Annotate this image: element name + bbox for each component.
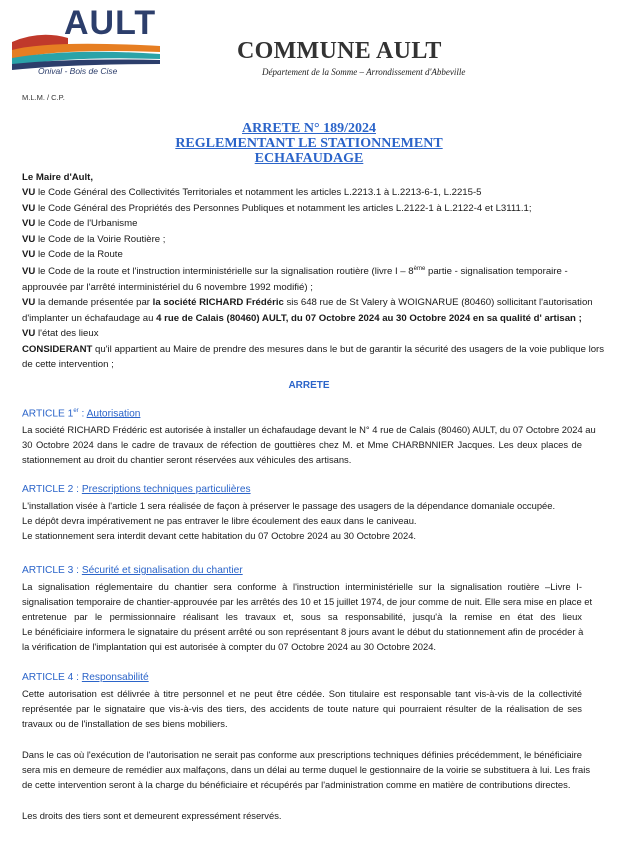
vu-line: VU le Code de la Voirie Routière ; bbox=[22, 233, 166, 245]
considerant-word: CONSIDERANT bbox=[22, 343, 93, 355]
article-line: travaux ou de l'installation de ses biens mobiliers. bbox=[22, 718, 228, 730]
article-title: ARTICLE 1er : Autorisation bbox=[22, 408, 141, 420]
arrete-subject-title: REGLEMENTANT LE STATIONNEMENT bbox=[175, 136, 443, 151]
vu-line: VU la demande présentée par la société RICHARD Frédéric sis 648 rue de St Valery à WOIGNARUE (80460) sollicitant l'autorisation bbox=[22, 297, 593, 309]
vu-line-continued: d'implanter un échafaudage au 4 rue de Calais (80460) AULT, du 07 Octobre 2024 au 30 Octobre 2024 en sa qualité d' artisan ; bbox=[22, 312, 582, 324]
article-body bbox=[22, 422, 596, 467]
commune-title: COMMUNE AULT bbox=[237, 38, 442, 64]
article-line: entretenue par le permissionnaire réalisant les travaux et, sous sa responsabilité, jusqu'à la remise en état des lieux bbox=[22, 611, 582, 623]
article-body bbox=[22, 579, 593, 654]
commune-logo bbox=[10, 2, 200, 90]
article-line: Le stationnement sera interdit devant cette habitation du 07 Octobre 2024 au 30 Octobre 2024. bbox=[22, 530, 417, 542]
preamble bbox=[22, 170, 605, 372]
considerant-line-continued: de cette intervention ; bbox=[22, 359, 114, 371]
article-line: stationnement au droit du chantier seront réservées aux véhicules des artisans. bbox=[22, 454, 352, 466]
article-heading-text: Responsabilité bbox=[81, 672, 149, 683]
maire-line: Le Maire d'Ault, bbox=[22, 172, 94, 183]
article-line: Le dépôt devra impérativement ne pas entraver le libre écoulement des eaux dans le caniveau. bbox=[22, 515, 417, 527]
article-line: Cette autorisation est délivrée à titre personnel et ne peut être cédée. Son titulaire est responsable tant vis-à-vis de la collectivité bbox=[22, 688, 582, 699]
arrete-number-title: ARRETE N° 189/2024 bbox=[242, 121, 376, 136]
vu-word: VU bbox=[22, 187, 36, 199]
arrete-subject-title-2: ECHAFAUDAGE bbox=[254, 151, 364, 166]
vu-line: VU le Code de l'Urbanisme bbox=[22, 218, 138, 230]
article-line: signalisation temporaire de chantier-approuvée par les arrêtés des 10 et 15 juillet 1974, de jour comme de nuit. Elle sera mise en place et bbox=[22, 596, 593, 608]
reference-initials: M.L.M. / C.P. bbox=[22, 93, 65, 102]
department-subtitle: Département de la Somme – Arrondissement d'Abbeville bbox=[262, 67, 466, 77]
vu-line: VU le Code Général des Collectivités Territoriales et notamment les articles L.2213.1 à L.2213-6-1, L.2215-5 bbox=[22, 187, 482, 199]
vu-line: VU le Code de la Route bbox=[22, 249, 123, 261]
vu-line: VU l'état des lieux bbox=[22, 328, 99, 340]
logo-name: AULT bbox=[64, 4, 157, 42]
article-line: 30 Octobre 2024 dans le cadre de travaux de réfection de gouttières chez M. et Mme CHARBNNIER Jacques. Les deux places de bbox=[22, 439, 582, 451]
reservation-paragraph: Les droits des tiers sont et demeurent expressément réservés. bbox=[22, 810, 282, 821]
article-title: ARTICLE 2 : Prescriptions techniques particulières bbox=[22, 484, 251, 495]
article-line: La signalisation réglementaire du chantier sera conforme à l'instruction interministérielle sur la signalisation routière –Livre I- bbox=[22, 581, 582, 592]
article-line: La société RICHARD Frédéric est autorisée à installer un échafaudage devant le N° 4 rue de Calais (80460) AULT, du 07 Octobre 2024 au bbox=[22, 424, 596, 435]
article-line: Le bénéficiaire informera le signataire du présent arrêté ou son représentant 8 jours avant le début du stationnement afin de procéder à bbox=[22, 626, 584, 638]
arrete-heading: ARRETE bbox=[288, 380, 330, 391]
article-line: la vérification de l'implantation qui est autorisée à compter du 07 Octobre 2024 au 30 Octobre 2024. bbox=[22, 641, 437, 653]
article-heading-text: Prescriptions techniques particulières bbox=[81, 484, 251, 495]
article-body bbox=[22, 498, 582, 543]
closing-paragraph: Dans le cas où l'exécution de l'autorisation ne serait pas conforme aux prescriptions techniques définies précédemment, le bénéficiaire sera mis en demeure de remédier aux malfaçons, dans un délai au terme duquel le gestionnaire de la voirie se substituera à lui. Les frais de cette intervention seront à la charge du bénéficiaire et récupérés par l'administration comme en matière de contributions directes. bbox=[22, 749, 591, 791]
article-title: ARTICLE 3 : Sécurité et signalisation du chantier bbox=[22, 565, 243, 576]
logo-subtitle: Onival - Bois de Cise bbox=[38, 66, 118, 76]
article-body bbox=[22, 686, 582, 731]
article-line: représentée par le signataire que vis-à-vis des tiers, des accidents de toute nature qui pourraient résulter de la réalisation de ses bbox=[22, 703, 582, 715]
vu-line: VU le Code de la route et l'instruction interministérielle sur la signalisation routière (livre I – 8ème partie - signalisation temporaire - bbox=[22, 266, 568, 278]
article-line: L'installation visée à l'article 1 sera réalisée de façon à préserver le passage des usagers de la dépendance domaniale occupée. bbox=[22, 500, 556, 511]
article-title: ARTICLE 4 : Responsabilité bbox=[22, 672, 149, 683]
vu-line: VU le Code Général des Propriétés des Personnes Publiques et notamment les articles L.2122-1 à L.2122-4 et L3111.1; bbox=[22, 202, 532, 214]
vu-line-continued: approuvée par l'arrêté interministériel du 6 novembre 1992 modifié) ; bbox=[22, 282, 313, 294]
article-heading-text: Sécurité et signalisation du chantier bbox=[81, 565, 243, 576]
article-heading-text: Autorisation bbox=[86, 408, 141, 420]
considerant-line: CONSIDERANT qu'il appartient au Maire de prendre des mesures dans le but de garantir la sécurité des usagers de la voie publique lors bbox=[22, 343, 605, 355]
